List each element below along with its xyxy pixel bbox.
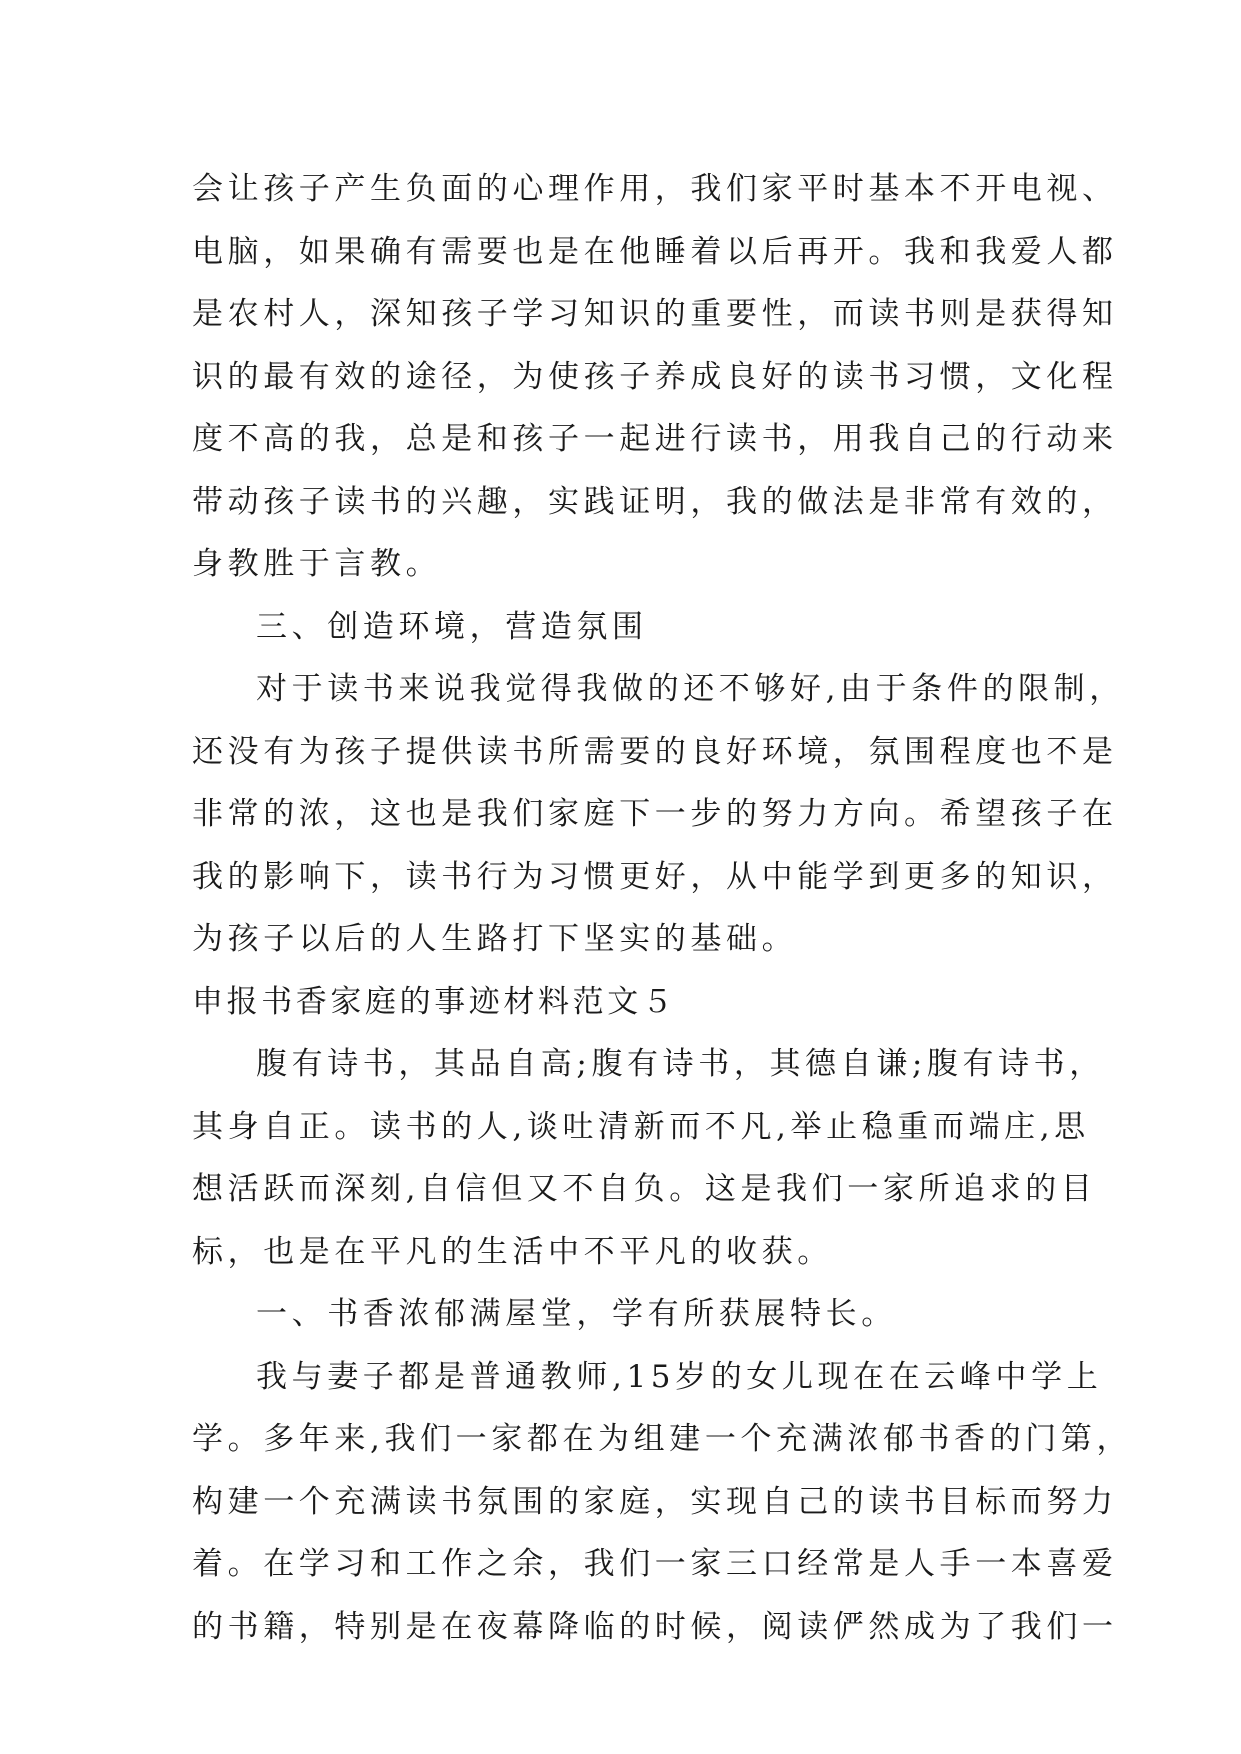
text-line: 对于读书来说我觉得我做的还不够好,由于条件的限制， (256, 671, 1125, 707)
text-line: 还没有为孩子提供读书所需要的良好环境，氛围程度也不是 (192, 733, 1118, 770)
section-heading: 三、创造环境，营造氛围 (256, 608, 648, 645)
text-line: 学。多年来,我们一家都在为组建一个充满浓郁书香的门第， (192, 1421, 1133, 1457)
text-line: 识的最有效的途径，为使孩子养成良好的读书习惯，文化程 (192, 358, 1118, 395)
text-line: 带动孩子读书的兴趣，实践证明，我的做法是非常有效的， (192, 483, 1118, 520)
text-line: 构建一个充满读书氛围的家庭，实现自己的读书目标而努力 (192, 1483, 1118, 1520)
text-line: 为孩子以后的人生路打下坚实的基础。 (192, 921, 798, 957)
section-heading: 一、书香浓郁满屋堂，学有所获展特长。 (256, 1296, 897, 1332)
text-line: 的书籍，特别是在夜幕降临的时候，阅读俨然成为了我们一 (192, 1608, 1118, 1645)
text-line: 我的影响下，读书行为习惯更好，从中能学到更多的知识， (192, 858, 1118, 895)
text-line: 是农村人，深知孩子学习知识的重要性，而读书则是获得知 (192, 296, 1118, 332)
text-line: 会让孩子产生负面的心理作用，我们家平时基本不开电视、 (192, 171, 1118, 207)
article-title: 申报书香家庭的事迹材料范文５ (192, 983, 677, 1020)
text-line: 电脑，如果确有需要也是在他睡着以后再开。我和我爱人都 (192, 233, 1118, 270)
text-line: 身教胜于言教。 (192, 546, 442, 582)
text-line: 度不高的我，总是和孩子一起进行读书，用我自己的行动来 (192, 421, 1118, 457)
text-line: 非常的浓，这也是我们家庭下一步的努力方向。希望孩子在 (192, 796, 1118, 832)
text-line: 腹有诗书，其品自高;腹有诗书，其德自谦;腹有诗书， (256, 1046, 1105, 1082)
text-line: 我与妻子都是普通教师,15岁的女儿现在在云峰中学上 (256, 1358, 1103, 1395)
text-line: 其身自正。读书的人,谈吐清新而不凡,举止稳重而端庄,思 (192, 1108, 1090, 1145)
text-line: 标，也是在平凡的生活中不平凡的收获。 (192, 1233, 833, 1270)
document-body (192, 158, 1133, 1658)
text-line: 想活跃而深刻,自信但又不自负。这是我们一家所追求的目 (192, 1171, 1097, 1207)
text-line: 着。在学习和工作之余，我们一家三口经常是人手一本喜爱 (192, 1546, 1118, 1582)
